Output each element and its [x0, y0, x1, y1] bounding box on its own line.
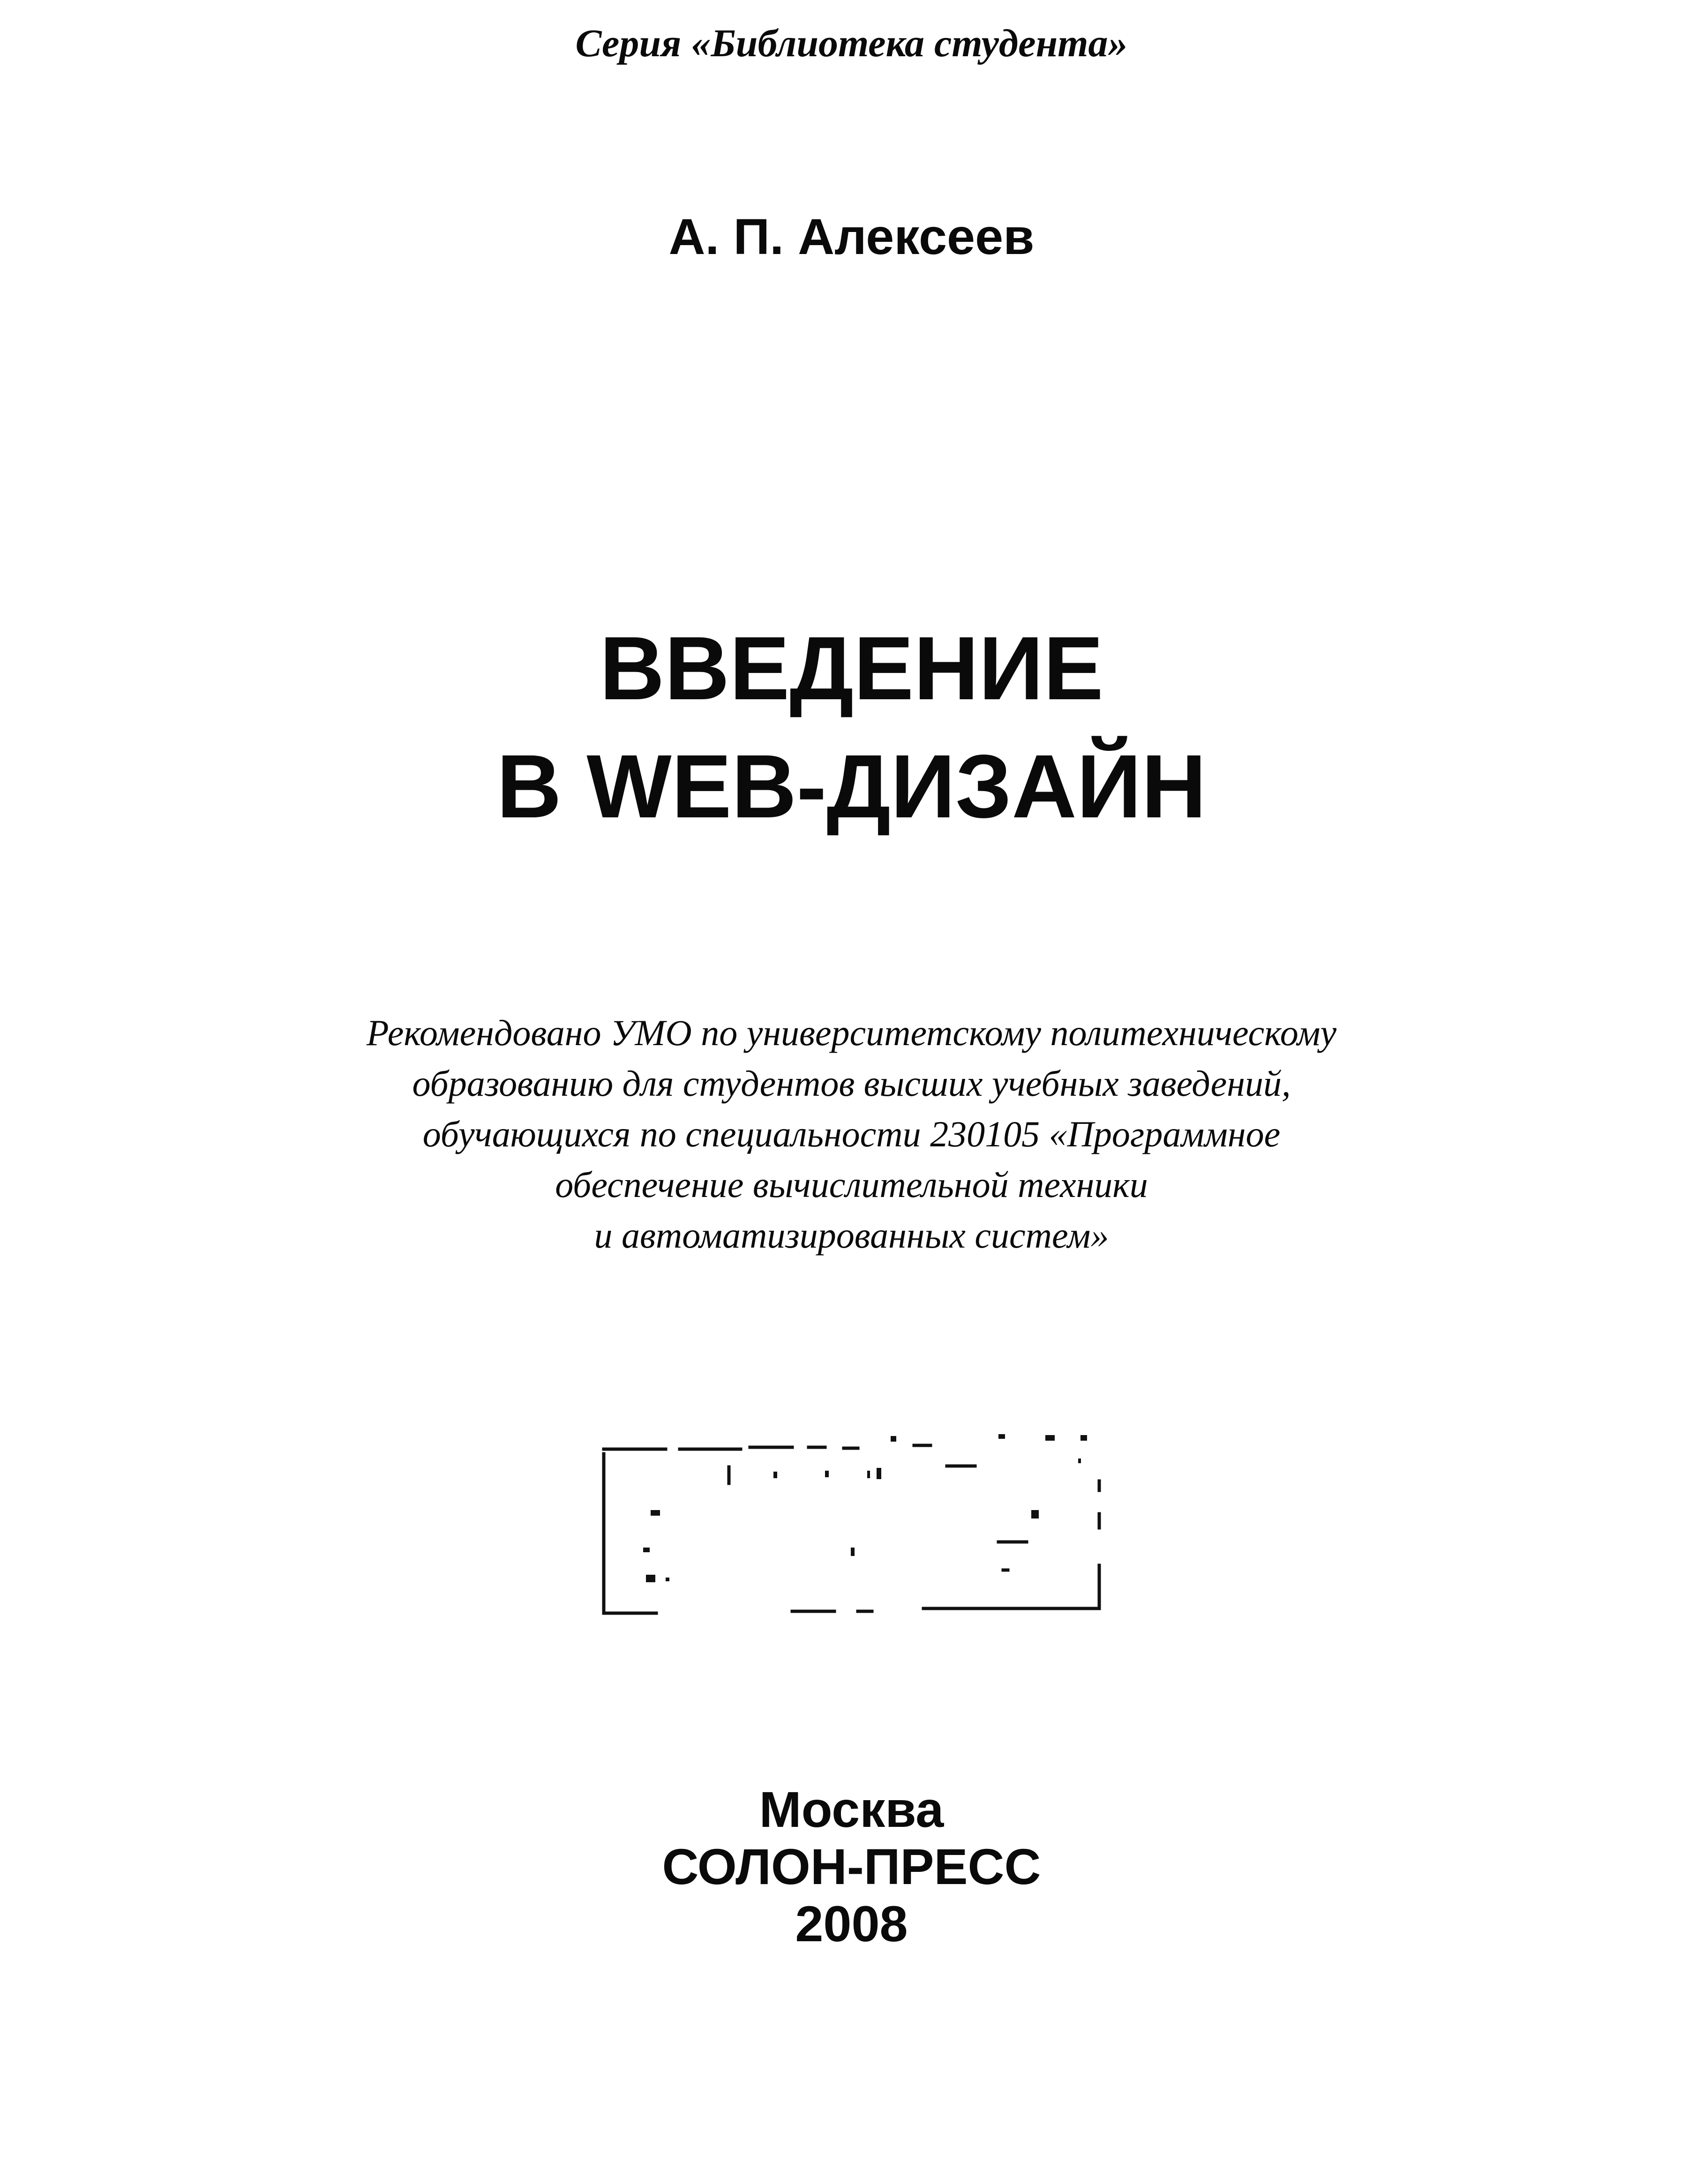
- recommendation-line: Рекомендовано УМО по университетскому политехническому: [366, 1012, 1337, 1053]
- recommendation-note: [0, 1008, 1703, 1261]
- recommendation-line: и автоматизированных систем»: [594, 1215, 1109, 1256]
- book-title-line-2: В WEB-ДИЗАЙН: [496, 736, 1207, 837]
- publisher-block: [0, 1781, 1703, 1952]
- library-stamp-mark: [595, 1425, 1120, 1631]
- publisher-city: Москва: [759, 1781, 944, 1838]
- book-title-line-1: ВВЕДЕНИЕ: [600, 618, 1103, 718]
- recommendation-line: обеспечение вычислительной техники: [555, 1164, 1148, 1205]
- recommendation-line: обучающихся по специальности 230105 «Программное: [422, 1114, 1281, 1154]
- series-name: Серия «Библиотека студента»: [575, 22, 1128, 65]
- recommendation-line: образованию для студентов высших учебных заведений,: [412, 1063, 1291, 1104]
- author-name: А. П. Алексеев: [668, 208, 1035, 265]
- publication-year: 2008: [795, 1895, 908, 1952]
- publisher-name: СОЛОН-ПРЕСС: [662, 1838, 1041, 1895]
- book-title: [0, 609, 1703, 845]
